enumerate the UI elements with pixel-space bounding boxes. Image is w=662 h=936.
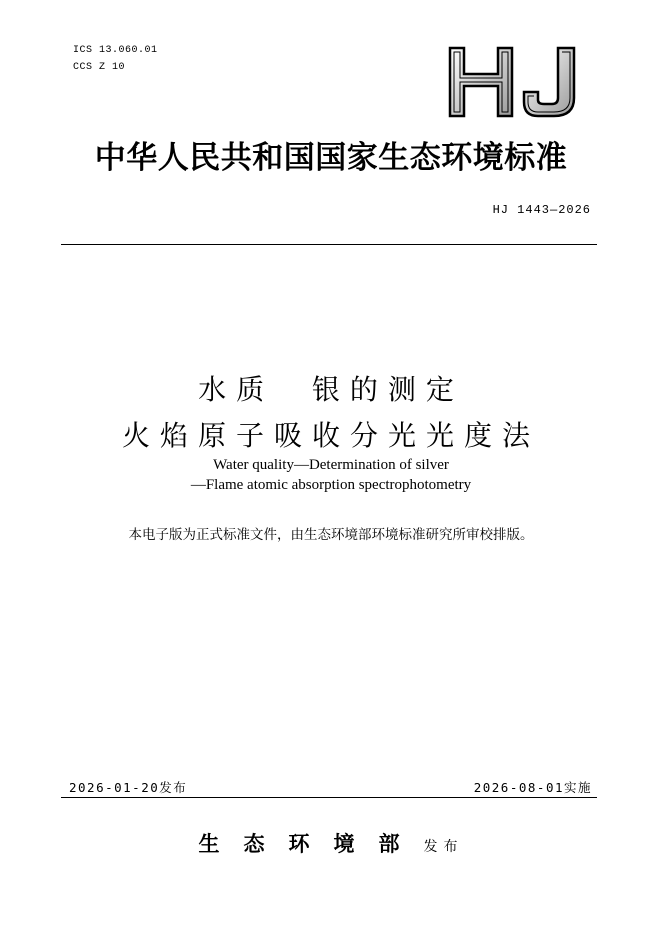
header-divider: [61, 244, 597, 245]
hj-logo: [446, 46, 582, 118]
issue-date: 2026-01-20发布: [69, 780, 188, 795]
publisher-suffix: 发布: [423, 839, 464, 855]
publisher: [0, 828, 662, 858]
title-en-line1: Water quality—Determination of silver: [213, 457, 449, 473]
standard-number: HJ 1443—2026: [492, 203, 591, 217]
ccs-code: CCS Z 10: [73, 62, 126, 73]
title-en-line2: —Flame atomic absorption spectrophotometry: [190, 477, 472, 493]
implementation-date: 2026-08-01实施: [473, 780, 592, 795]
footer-divider: [61, 797, 597, 798]
edition-note: 本电子版为正式标准文件，由生态环境部环境标准研究所审校排版。: [128, 527, 534, 543]
hj-logo-letters: [450, 48, 574, 116]
title-zh-line1: 水质 银的测定: [198, 373, 464, 406]
ics-code: ICS 13.060.01: [73, 45, 158, 56]
publisher-name: 生态环境部: [198, 831, 424, 856]
organization-title: 中华人民共和国国家生态环境标准: [94, 140, 568, 176]
classification-codes: [73, 42, 158, 76]
title-zh-line2: 火焰原子吸收分光光度法: [121, 419, 540, 452]
